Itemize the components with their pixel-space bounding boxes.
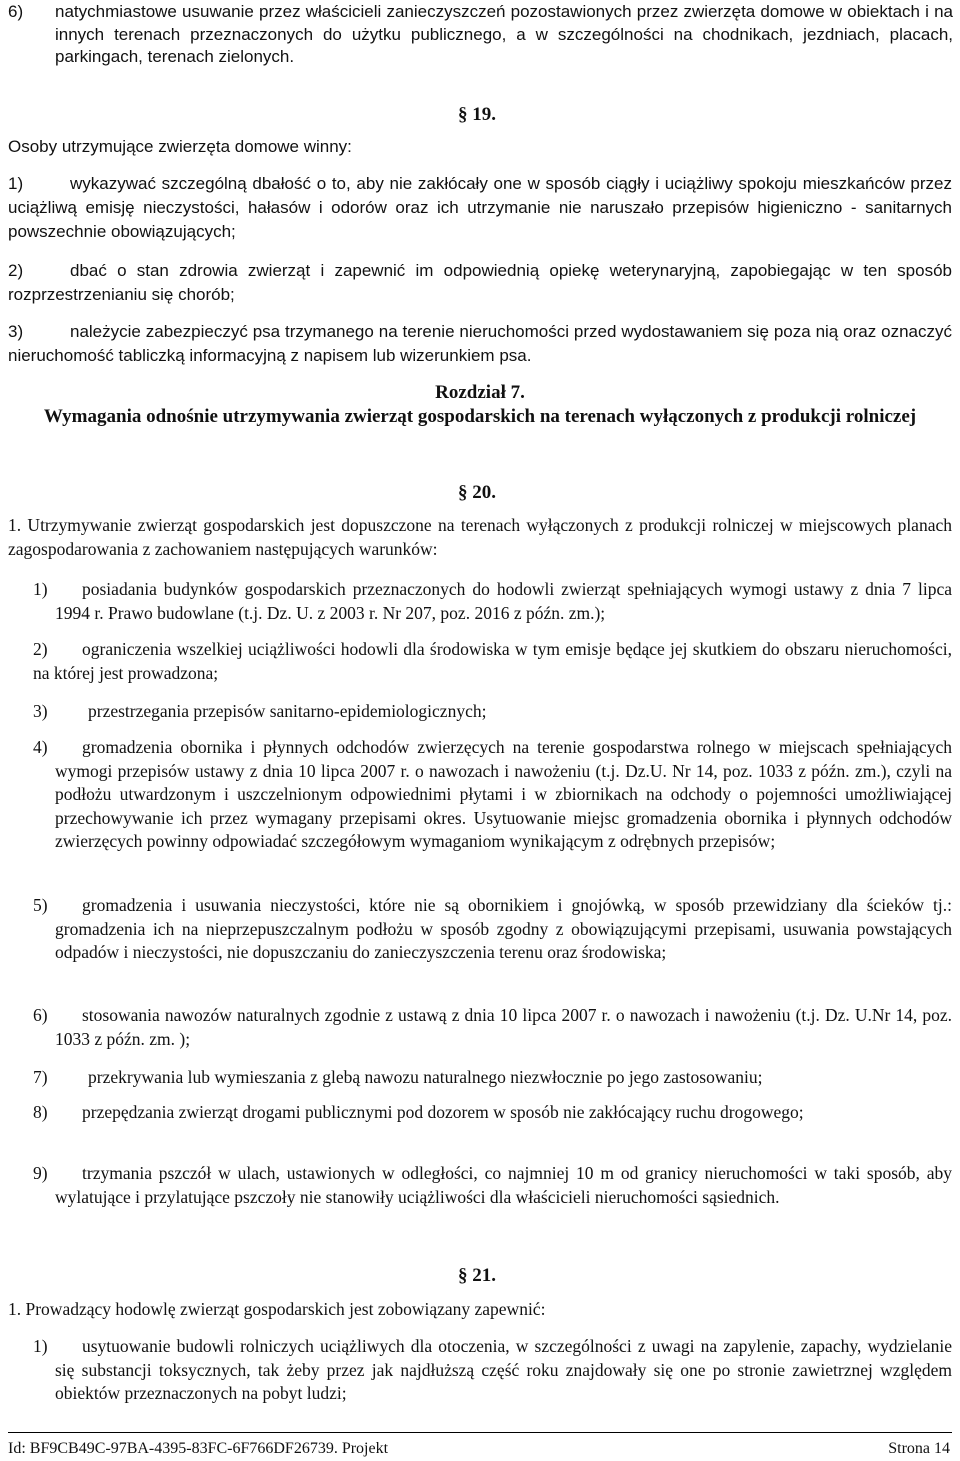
chapter-title: Wymagania odnośnie utrzymywania zwierząt gospodarskich na terenach wyłączonych z produkcji rolniczej <box>43 406 917 427</box>
item-number: 2) <box>8 261 24 280</box>
item-text: przekrywania lub wymieszania z glebą nawozu naturalnego niezwłocznie po jego zastosowaniu; <box>88 1067 763 1087</box>
item-text: gromadzenia i usuwania nieczystości, które nie są obornikiem i gnojówką, w sposób przewidziany dla ścieków tj.: gromadzenia ich na nieprzepuszczalnym podłożu w sposób zgodny z obowiązującymi przepisami, usuwania powstających odpadów i nieczystości, nie dopuszczaniu do zanieczyszczenia terenu oraz środowiska; <box>55 895 952 962</box>
item-number: 9) <box>33 1163 48 1183</box>
footer-page-number: Strona 14 <box>888 1440 950 1457</box>
item-number: 5) <box>33 895 48 915</box>
item-number: 3) <box>33 701 48 721</box>
section-21-heading: § 21. <box>458 1265 496 1286</box>
footer-divider <box>8 1432 952 1433</box>
section-19-heading: § 19. <box>458 104 496 125</box>
item-text <box>55 1 953 69</box>
item-text: należycie zabezpieczyć psa trzymanego na terenie nieruchomości przed wydostawaniem się poza nią oraz oznaczyć nieruchomość tabliczką informacyjną z napisem lub wizerunkiem psa. <box>8 322 952 365</box>
section-20-heading: § 20. <box>458 482 496 503</box>
section-21-intro: 1. Prowadzący hodowlę zwierząt gospodarskich jest zobowiązany zapewnić: <box>8 1299 546 1319</box>
item-text: przepędzania zwierząt drogami publicznymi pod dozorem w sposób nie zakłócający ruchu drogowego; <box>82 1102 804 1122</box>
item-number: 7) <box>33 1067 48 1087</box>
item-text: posiadania budynków gospodarskich przeznaczonych do hodowli zwierząt spełniających wymogi ustawy z dnia 7 lipca 1994 r. Prawo budowlane (t.j. Dz. U. z 2003 r. Nr 207, poz. 2016 z późn. zm.); <box>55 579 952 623</box>
footer-document-id: Id: BF9CB49C-97BA-4395-83FC-6F766DF26739. Projekt <box>8 1440 389 1457</box>
item-number: 4) <box>33 737 48 757</box>
item-number: 6) <box>8 2 24 21</box>
item-number: 8) <box>33 1102 48 1122</box>
item-text: stosowania nawozów naturalnych zgodnie z ustawą z dnia 10 lipca 2007 r. o nawozach i nawożeniu (t.j. Dz. U.Nr 14, poz. 1033 z późn. zm. ); <box>55 1005 952 1049</box>
section-19-intro: Osoby utrzymujące zwierzęta domowe winny: <box>8 137 352 156</box>
item-text: usytuowanie budowli rolniczych uciążliwych dla otoczenia, w szczególności z uwagi na zapylenie, zapachy, wydzielanie się substancji toksycznych, tak żeby przez jak najdłuższą część roku znajdowały się one po stronie zawietrznej względem obiektów przeznaczonych na pobyt ludzi; <box>55 1336 952 1403</box>
item-text-content: natychmiastowe usuwanie przez właścicieli zanieczyszczeń pozostawionych przez zwierzęta domowe w obiektach i na innych terenach przeznaczonych do użytku publicznego, a w szczególności na chodnikach, jezdniach, placach, parkingach, terenach zielonych. <box>55 2 953 66</box>
chapter-label: Rozdział 7. <box>435 382 525 403</box>
item-text: trzymania pszczół w ulach, ustawionych w odległości, co najmniej 10 m od granicy nieruchomości w taki sposób, aby wylatujące i przylatujące pszczoły nie stanowiły uciążliwości dla właścicieli nieruchomości sąsiednich. <box>55 1163 952 1207</box>
item-number: 1) <box>8 174 24 193</box>
item-text: wykazywać szczególną dbałość o to, aby nie zakłócały one w sposób ciągły i uciążliwy spokoju mieszkańców przez uciążliwą emisję nieczystości, hałasów i odorów oraz ich utrzymanie nie naruszało przepisów higieniczno - sanitarnych powszechnie obowiązujących; <box>8 174 952 241</box>
item-text: gromadzenia obornika i płynnych odchodów zwierzęcych na terenie gospodarstwa rolnego w miejscach spełniających wymogi przepisów ustawy z dnia 10 lipca 2007 r. o nawozach i nawożeniu (t.j. Dz.U. Nr 14, poz. 1033 z późn. zm.), czyli na podłożu utwardzonym i uszczelnionym odpowiednimi płytami i w zbiornikach na odchody o pojemności umożliwiającej przechowywanie ich przez wymagany przepisami okres. Usytuowanie miejsc gromadzenia obornika i płynnych odchodów zwierzęcych powinny odpowiadać szczegółowym wymaganiom wynikającym z odrębnych przepisów; <box>55 737 952 851</box>
item-text: przestrzegania przepisów sanitarno-epidemiologicznych; <box>88 701 487 721</box>
item-number: 1) <box>33 1336 48 1356</box>
section-20-intro: 1. Utrzymywanie zwierząt gospodarskich jest dopuszczone na terenach wyłączonych z produkcji rolniczej w miejscowych planach zagospodarowania z zachowaniem następujących warunków: <box>8 515 952 559</box>
item-text: ograniczenia wszelkiej uciążliwości hodowli dla środowiska w tym emisje będące jej skutkiem do obszaru nieruchomości, na której jest prowadzona; <box>33 639 952 683</box>
item-text: dbać o stan zdrowia zwierząt i zapewnić im odpowiednią opiekę weterynaryjną, zapobiegając w ten sposób rozprzestrzenianiu się chorób; <box>8 261 952 304</box>
item-number: 2) <box>33 639 48 659</box>
item-number: 6) <box>33 1005 48 1025</box>
item-number: 1) <box>33 579 48 599</box>
item-number: 3) <box>8 322 24 341</box>
